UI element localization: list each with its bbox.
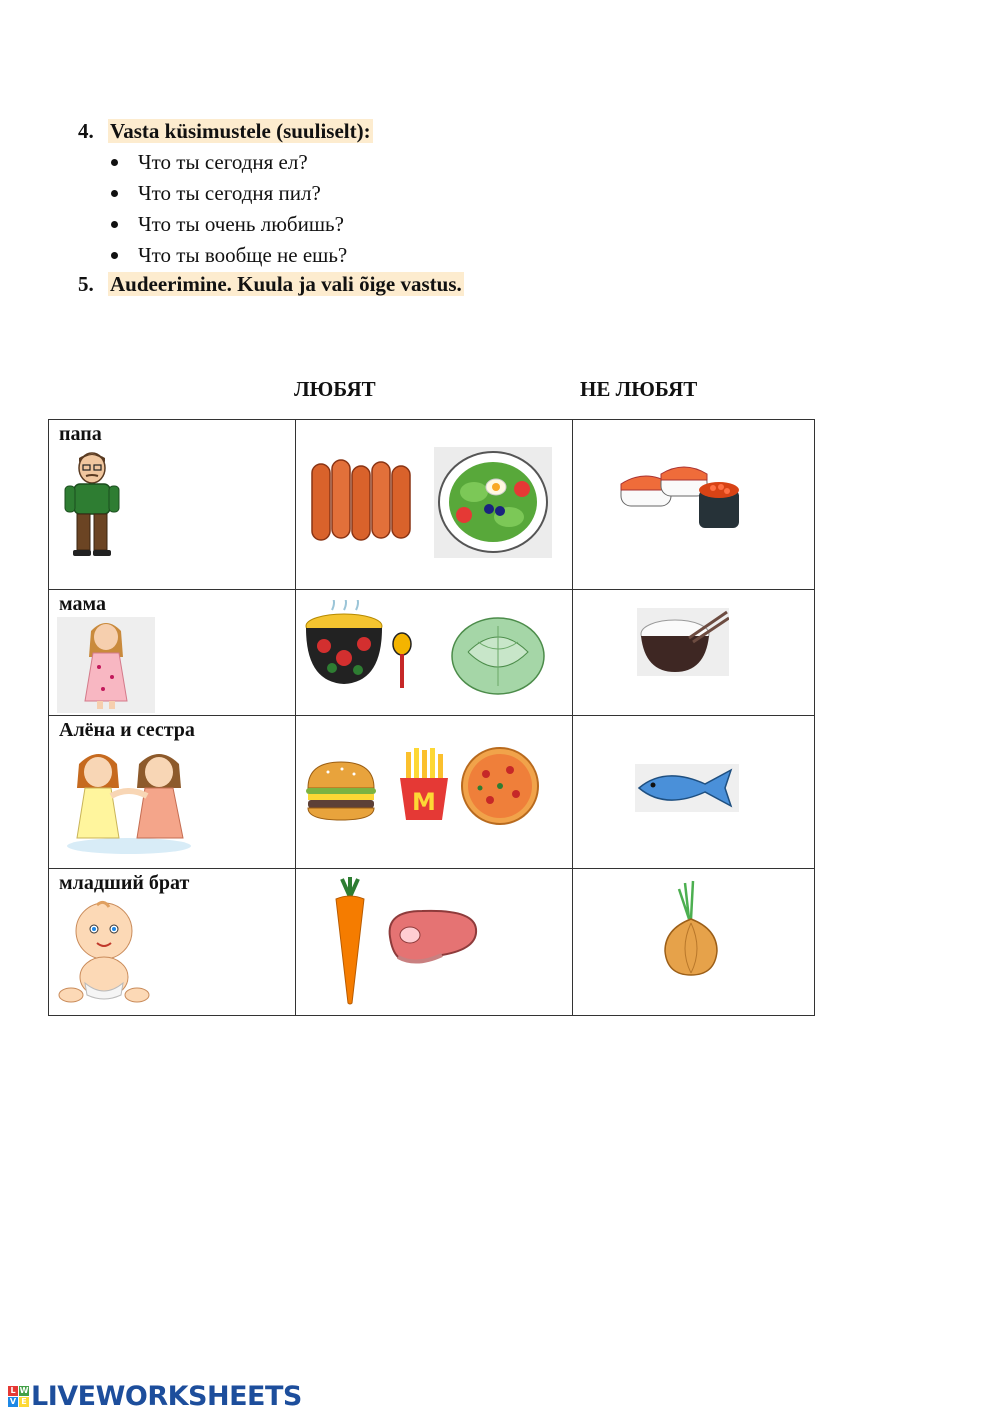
list-item	[108, 148, 347, 179]
salad-icon	[434, 447, 552, 558]
cabbage-icon	[448, 612, 548, 698]
mother-icon	[57, 617, 155, 713]
table-row	[49, 869, 815, 1016]
person-cell	[49, 420, 296, 590]
salad-image	[434, 447, 552, 558]
carrot-icon	[330, 877, 370, 1005]
bullet-icon	[111, 252, 118, 259]
burger-icon	[302, 760, 380, 822]
person-cell	[49, 716, 296, 869]
steak-icon	[382, 905, 482, 969]
food-preferences-table	[48, 419, 815, 1016]
mother-image	[57, 617, 155, 713]
dislikes-cell	[573, 420, 815, 590]
table-row	[49, 420, 815, 590]
baby-icon	[57, 899, 151, 1007]
dislikes-cell	[573, 716, 815, 869]
dislikes-cell	[573, 590, 815, 716]
table-row	[49, 716, 815, 869]
likes-cell	[296, 869, 573, 1016]
column-header-dislike: НЕ ЛЮБЯТ	[580, 377, 698, 401]
onion-icon	[659, 879, 723, 979]
svg-text:M: M	[412, 788, 436, 816]
person-name: папа	[59, 423, 102, 445]
liveworksheets-logo	[8, 1381, 302, 1412]
person-cell	[49, 590, 296, 716]
question-4-number: 4.	[78, 119, 94, 143]
rice-bowl-icon	[637, 608, 729, 676]
bullet-icon	[111, 190, 118, 197]
person-name: Алёна и сестра	[59, 719, 195, 741]
porridge-pot-icon	[302, 600, 414, 698]
person-name: мама	[59, 593, 106, 615]
question-4-text: Vasta küsimustele (suuliselt):	[110, 119, 371, 143]
table-row	[49, 590, 815, 716]
question-5	[78, 270, 464, 298]
question-list	[108, 148, 347, 272]
likes-cell	[296, 420, 573, 590]
person-name: младший брат	[59, 872, 190, 894]
list-item	[108, 210, 347, 241]
logo-mark-icon: L W V E	[9, 1386, 29, 1406]
question-text: Что ты сегодня пил?	[138, 181, 321, 205]
likes-cell	[296, 716, 573, 869]
sushi-icon	[617, 460, 747, 532]
person-cell	[49, 869, 296, 1016]
logo-text: LIVEWORKSHEETS	[31, 1381, 302, 1412]
question-text: Что ты вообще не ешь?	[138, 243, 348, 267]
question-5-text: Audeerimine. Kuula ja vali õige vastus.	[110, 272, 462, 296]
question-text: Что ты очень любишь?	[138, 212, 344, 236]
list-item	[108, 241, 347, 272]
sausages-icon	[308, 456, 416, 544]
fish-icon	[635, 764, 739, 812]
likes-cell	[296, 590, 573, 716]
pizza-icon	[460, 744, 542, 830]
sisters-icon	[59, 746, 199, 856]
bullet-icon	[111, 221, 118, 228]
list-item	[108, 179, 347, 210]
father-icon	[57, 450, 127, 558]
question-text: Что ты сегодня ел?	[138, 150, 308, 174]
bullet-icon	[111, 159, 118, 166]
column-header-like: ЛЮБЯТ	[294, 377, 376, 401]
question-4	[78, 117, 373, 145]
dislikes-cell	[573, 869, 815, 1016]
question-5-number: 5.	[78, 272, 94, 296]
fries-icon	[396, 748, 452, 822]
fish-image	[635, 764, 739, 812]
rice-bowl-image	[637, 608, 729, 676]
